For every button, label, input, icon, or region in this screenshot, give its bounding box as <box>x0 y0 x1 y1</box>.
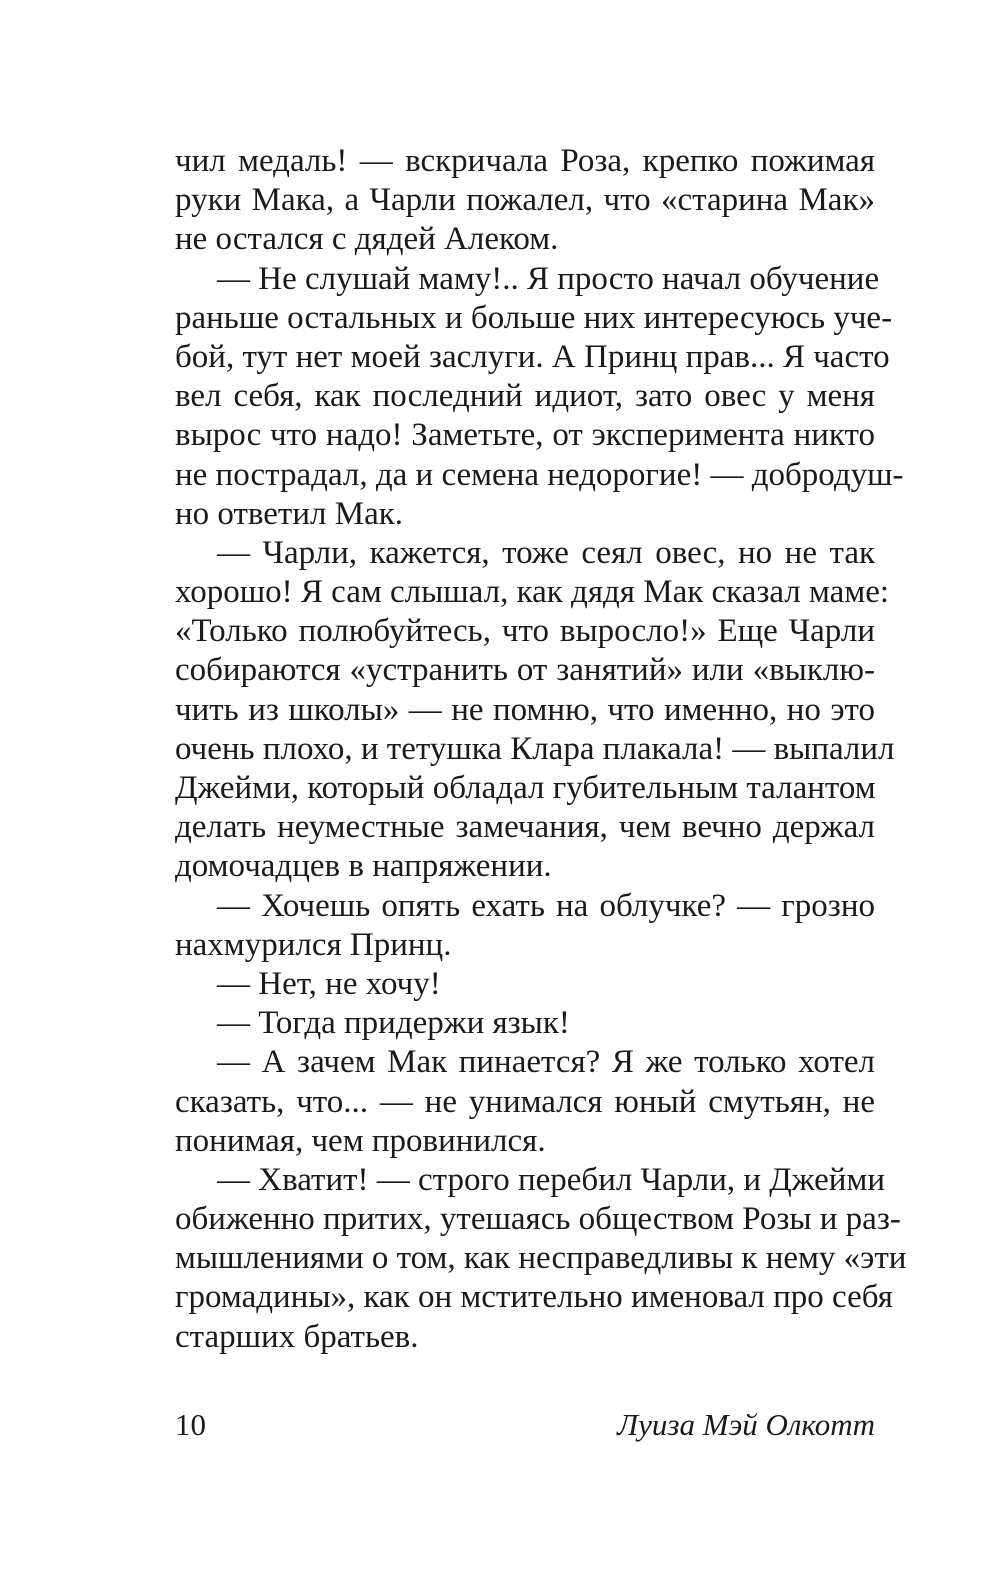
text-line: не остался с дядей Алеком. <box>175 221 559 258</box>
text-line: руки Мака, а Чарли пожалел, что «старина Мак» <box>175 182 875 219</box>
text-line: — Хватит! — строго перебил Чарли, и Джейми <box>217 1161 885 1198</box>
running-footer-author: Луиза Мэй Олкотт <box>617 1407 875 1442</box>
text-line: не пострадал, да и семена недорогие! — добродуш- <box>175 456 904 493</box>
text-line: — А зачем Мак пинается? Я же только хотел <box>217 1044 875 1081</box>
text-line: собираются «устранить от занятий» или «выклю- <box>175 652 875 689</box>
text-line: нахмурился Принц. <box>175 926 452 963</box>
text-line: вырос что надо! Заметьте, от эксперимента никто <box>175 417 875 454</box>
text-line: старших братьев. <box>175 1318 419 1355</box>
text-line: понимая, чем провинился. <box>175 1122 546 1159</box>
text-line: делать неуместные замечания, чем вечно держал <box>175 809 875 846</box>
text-line: — Не слушай маму!.. Я просто начал обучение <box>217 260 880 297</box>
text-line: хорошо! Я сам слышал, как дядя Мак сказал маме: <box>175 574 890 611</box>
text-line: — Чарли, кажется, тоже сеял овес, но не так <box>217 534 875 571</box>
text-line: — Хочешь опять ехать на облучке? — грозно <box>217 887 875 924</box>
text-line: раньше остальных и больше них интересуюсь уче- <box>175 299 893 336</box>
text-line: мышлениями о том, как несправедливы к нему «эти <box>175 1240 907 1277</box>
page-number: 10 <box>175 1407 206 1442</box>
text-line: чить из школы» — не помню, что именно, но это <box>175 691 875 728</box>
text-line: — Нет, не хочу! <box>217 965 441 1002</box>
body-text <box>175 142 907 1357</box>
text-line: громадины», как он мстительно именовал про себя <box>175 1279 893 1316</box>
text-line: но ответил Мак. <box>175 495 404 532</box>
text-line: обиженно притих, утешаясь обществом Розы и раз- <box>175 1201 901 1238</box>
text-line: очень плохо, и тетушка Клара плакала! — выпалил <box>175 730 895 767</box>
text-line: «Только полюбуйтесь, что выросло!» Еще Чарли <box>175 613 875 650</box>
text-line: бой, тут нет моей заслуги. А Принц прав... Я часто <box>175 338 890 375</box>
text-line: — Тогда придержи язык! <box>217 1005 570 1042</box>
text-line: домочадцев в напряжении. <box>175 848 552 885</box>
text-line: вел себя, как последний идиот, зато овес у меня <box>175 378 875 415</box>
text-line: Джейми, который обладал губительным талантом <box>175 770 876 806</box>
page-footer <box>175 1405 875 1445</box>
text-line: сказать, что... — не унимался юный смутьян, не <box>175 1083 875 1120</box>
text-line: чил медаль! — вскричала Роза, крепко пожимая <box>175 143 875 179</box>
